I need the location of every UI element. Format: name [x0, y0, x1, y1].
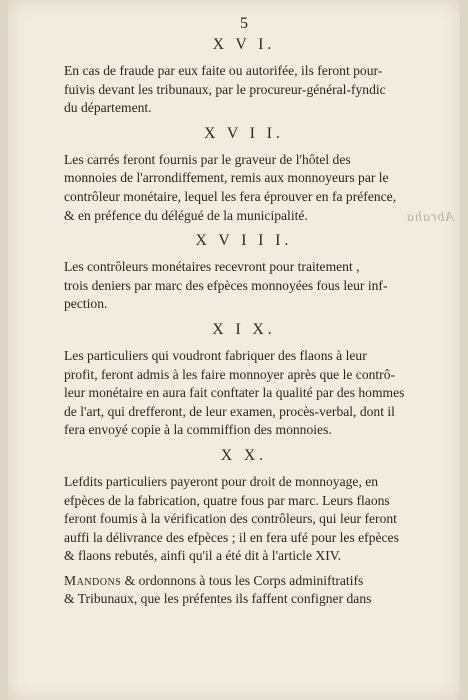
text-line: Lefdits particuliers payeront pour droit de monnoyage, en [64, 473, 379, 489]
document-page [8, 0, 460, 700]
text-line: & flaons rebutés, ainfi qu'il a été dit à l'article XIV. [64, 548, 342, 564]
article-paragraph [64, 473, 424, 566]
text-line: En cas de fraude par eux faite ou autorifée, ils feront pour- [64, 63, 383, 78]
text-line: contrôleur monétaire, lequel les fera éprouver en fa préfence, [64, 188, 397, 204]
closing-first-word: Mandons [64, 572, 122, 588]
text-line: de l'art, qui drefferont, de leur examen, procès-verbal, dont il [64, 403, 395, 419]
text-line: trois deniers par marc des efpèces monnoyées fous leur inf- [64, 277, 388, 293]
article-heading: X X. [220, 446, 268, 464]
closing-line-1-rest: & ordonnons à tous les Corps adminiftratifs [121, 572, 364, 588]
closing-paragraph [64, 572, 424, 609]
page-content [64, 14, 424, 614]
article-heading: X V I I. [204, 124, 284, 142]
page-number: 5 [240, 15, 248, 32]
text-line: Les carrés feront fournis par le graveur de l'hôtel des [64, 151, 351, 167]
text-line: auffi la délivrance des efpèces ; il en fera ufé pour les efpèces [64, 529, 399, 545]
article-paragraph [64, 258, 424, 314]
text-line: Les particuliers qui voudront fabriquer des flaons à leur [64, 347, 367, 363]
text-line: efpèces de la fabrication, quatre fous par marc. Leurs flaons [64, 492, 390, 508]
closing-line-1 [64, 572, 424, 591]
article-heading: X I X. [212, 320, 276, 338]
bleed-through-text: Abraha [406, 210, 454, 225]
article-paragraph [64, 347, 424, 440]
closing-line-2: & Tribunaux, que les préfentes ils faffent configner dans [64, 591, 372, 607]
article-paragraph [64, 151, 424, 225]
article-paragraph [64, 62, 424, 118]
text-line: feront foumis à la vérification des contrôleurs, qui leur feront [64, 511, 397, 527]
text-line: du département. [64, 100, 152, 116]
text-line: Les contrôleurs monétaires recevront pour traitement , [64, 259, 360, 275]
article-heading: X V I. [212, 36, 276, 53]
text-line: fuivis devant les tribunaux, par le procureur-général-fyndic [64, 81, 386, 97]
text-line: fera envoyé copie à la commiffion des monnoies. [64, 422, 332, 438]
text-line: monnoies de l'arrondiffement, remis aux monnoyeurs par le [64, 170, 389, 186]
article-heading: X V I I I. [195, 232, 293, 250]
text-line: leur monétaire en aura fait conftater la qualité par des hommes [64, 385, 405, 401]
text-line: & en préfence du délégué de la municipalité. [64, 207, 308, 223]
text-line: pection. [64, 296, 108, 312]
text-line: profit, feront admis à les faire monnoyer après que le contrô- [64, 366, 396, 382]
articles-list [64, 34, 424, 566]
